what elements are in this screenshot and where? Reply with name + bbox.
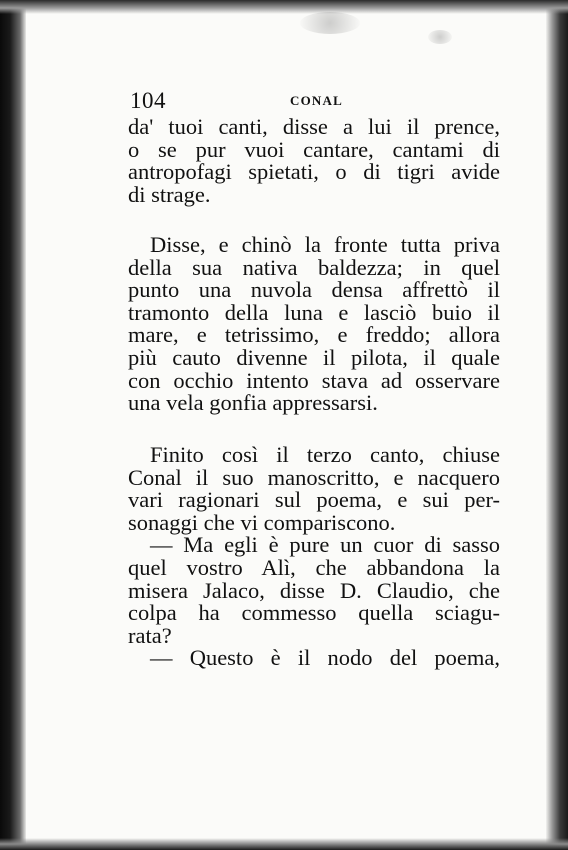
running-head: CONAL xyxy=(290,93,343,108)
text-line: Disse, e chinò la fronte tutta priva xyxy=(150,232,500,257)
text-line: con occhio intento stava ad osservare xyxy=(128,367,500,393)
text-line: mare, e tetrissimo, e freddo; allora xyxy=(128,322,500,348)
text-line: — Ma egli è pure un cuor di sasso xyxy=(150,532,500,558)
text-line: rata? xyxy=(128,622,172,648)
text-line: colpa ha commesso quella sciagu- xyxy=(128,600,500,626)
paragraph-2 xyxy=(128,234,500,415)
text-line: vari ragionari sul poema, e sui per- xyxy=(128,487,500,513)
paragraph-1 xyxy=(128,116,500,206)
text-line: da' tuoi canti, disse a lui il prence, xyxy=(128,114,500,139)
text-line: sonaggi che vi compariscono. xyxy=(128,509,396,535)
text-line: Conal il suo manoscritto, e nacquero xyxy=(128,464,500,490)
text-line: antropofagi spietati, o di tigri avide xyxy=(128,159,500,185)
paragraph-3 xyxy=(128,444,500,670)
scan-edge-top xyxy=(0,0,568,14)
text-line: della sua nativa baldezza; in quel xyxy=(128,254,500,280)
text-line: quel vostro Alì, che abbandona la xyxy=(128,554,500,580)
text-line: più cauto divenne il pilota, il quale xyxy=(128,344,500,370)
text-line: di strage. xyxy=(128,181,211,207)
text-line: Finito così il terzo canto, chiuse xyxy=(150,442,500,467)
text-line: o se pur vuoi cantare, cantami di xyxy=(128,136,500,162)
scan-edge-left xyxy=(0,0,26,850)
text-line: tramonto della luna e lasciò buio il xyxy=(128,299,500,325)
text-line: misera Jalaco, disse D. Claudio, che xyxy=(128,577,500,603)
page-number: 104 xyxy=(130,88,166,113)
paper-smudge xyxy=(428,30,452,44)
scan-edge-bottom xyxy=(0,838,568,850)
text-line: punto una nuvola densa affrettò il xyxy=(128,277,500,303)
text-line: — Questo è il nodo del poema, xyxy=(150,645,500,671)
page-header xyxy=(130,88,500,114)
text-line: una vela gonfia appressarsi. xyxy=(128,390,378,416)
scan-edge-right xyxy=(546,0,568,850)
paper-smudge xyxy=(300,12,360,34)
